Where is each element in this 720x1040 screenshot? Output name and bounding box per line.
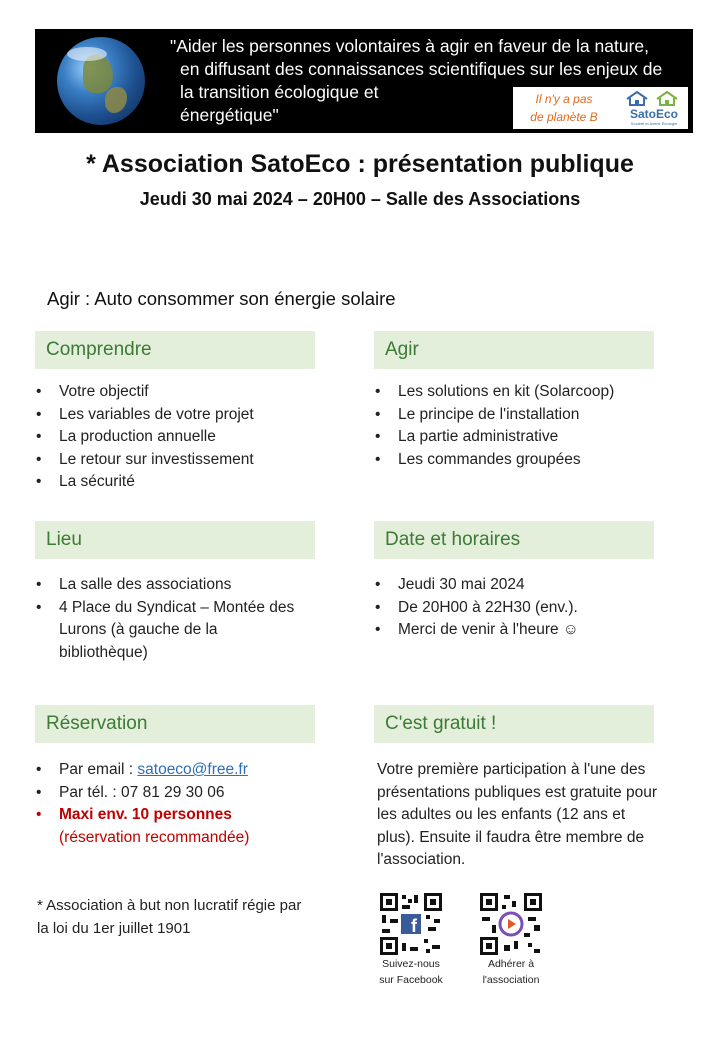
list-item: • La salle des associations [36, 574, 296, 597]
quote-line: "Aider les personnes volontaires à agir en faveur de la nature, [170, 36, 649, 56]
slogan-line: de planète B [530, 110, 598, 124]
email-link[interactable]: satoeco@free.fr [137, 761, 248, 778]
list-item: • Jeudi 30 mai 2024 [375, 574, 675, 597]
header-banner [35, 29, 693, 133]
section-header-agir: Agir [374, 331, 654, 369]
footnote: * Association à but non lucratif régie par la loi du 1er juillet 1901 [37, 897, 302, 937]
list-item: • Les commandes groupées [375, 449, 675, 472]
logo-name: SatoEco [629, 107, 678, 121]
page-title: * Association SatoEco : présentation publique [86, 150, 634, 178]
list-item-capacity [36, 804, 336, 849]
date-list [375, 574, 675, 642]
event-subtitle: Jeudi 30 mai 2024 – 20H00 – Salle des Associations [139, 189, 581, 209]
quote-line: en diffusant des connaissances scientifiques sur les enjeux de [180, 59, 663, 79]
list-item: • Les variables de votre projet [36, 404, 326, 427]
reservation-list [36, 759, 336, 849]
svg-text:f: f [411, 916, 417, 936]
list-item: • La production annuelle [36, 426, 326, 449]
list-item: • De 20H00 à 22H30 (env.). [375, 597, 675, 620]
list-item: • Le retour sur investissement [36, 449, 326, 472]
list-item: • Les solutions en kit (Solarcoop) [375, 381, 675, 404]
capacity-text: Maxi env. 10 personnes [59, 806, 232, 824]
qr-code-adherer[interactable] [478, 891, 544, 957]
comprendre-list [36, 381, 326, 494]
quote-line: énergétique" [180, 105, 279, 125]
globe-earth-icon [57, 37, 145, 125]
qr-facebook-caption [366, 956, 456, 988]
section-header-comprendre: Comprendre [35, 331, 315, 369]
list-item: • Merci de venir à l'heure ☺ [375, 619, 675, 642]
qr-facebook-icon [378, 891, 444, 957]
qr-membership-icon [478, 891, 544, 957]
section-header-reservation: Réservation [35, 705, 315, 743]
gratuit-text: Votre première participation à l'une des présentations publiques est gratuite pour les adultes ou les enfants (12 ans et plus). Ensuite il faudra être membre de l'association. [377, 761, 658, 869]
qr-code-facebook[interactable] [378, 891, 444, 957]
caption-line: Adhérer à [487, 958, 535, 970]
list-item: • Votre objectif [36, 381, 326, 404]
slogan [519, 90, 609, 126]
section-header-date: Date et horaires [374, 521, 654, 559]
quote-line: la transition écologique et [180, 82, 379, 102]
satoeco-logo [513, 87, 688, 129]
logo-subtitle: Société et Avenir Écologie [630, 121, 678, 126]
lieu-list [36, 574, 296, 664]
list-item: • La partie administrative [375, 426, 675, 449]
list-item: • La sécurité [36, 471, 326, 494]
section-header-gratuit: C'est gratuit ! [374, 705, 654, 743]
section-header-lieu: Lieu [35, 521, 315, 559]
list-item: • 4 Place du Syndicat – Montée des Lurons (à gauche de la bibliothèque) [36, 597, 296, 665]
caption-line: Suivez-nous [382, 958, 440, 970]
agir-list [375, 381, 675, 471]
slogan-line: Il n'y a pas [535, 92, 593, 106]
qr-adherer-caption [466, 956, 556, 988]
recommend-text: (réservation recommandée) [59, 828, 250, 846]
caption-line: sur Facebook [379, 974, 443, 986]
list-item-email [36, 759, 336, 782]
list-item-phone: • Par tél. : 07 81 29 30 06 [36, 782, 336, 805]
email-label: Par email : [59, 761, 138, 778]
event-theme: Agir : Auto consommer son énergie solaire [47, 288, 396, 309]
houses-logo-icon [625, 90, 681, 106]
caption-line: l'association [482, 974, 540, 986]
list-item: • Le principe de l'installation [375, 404, 675, 427]
